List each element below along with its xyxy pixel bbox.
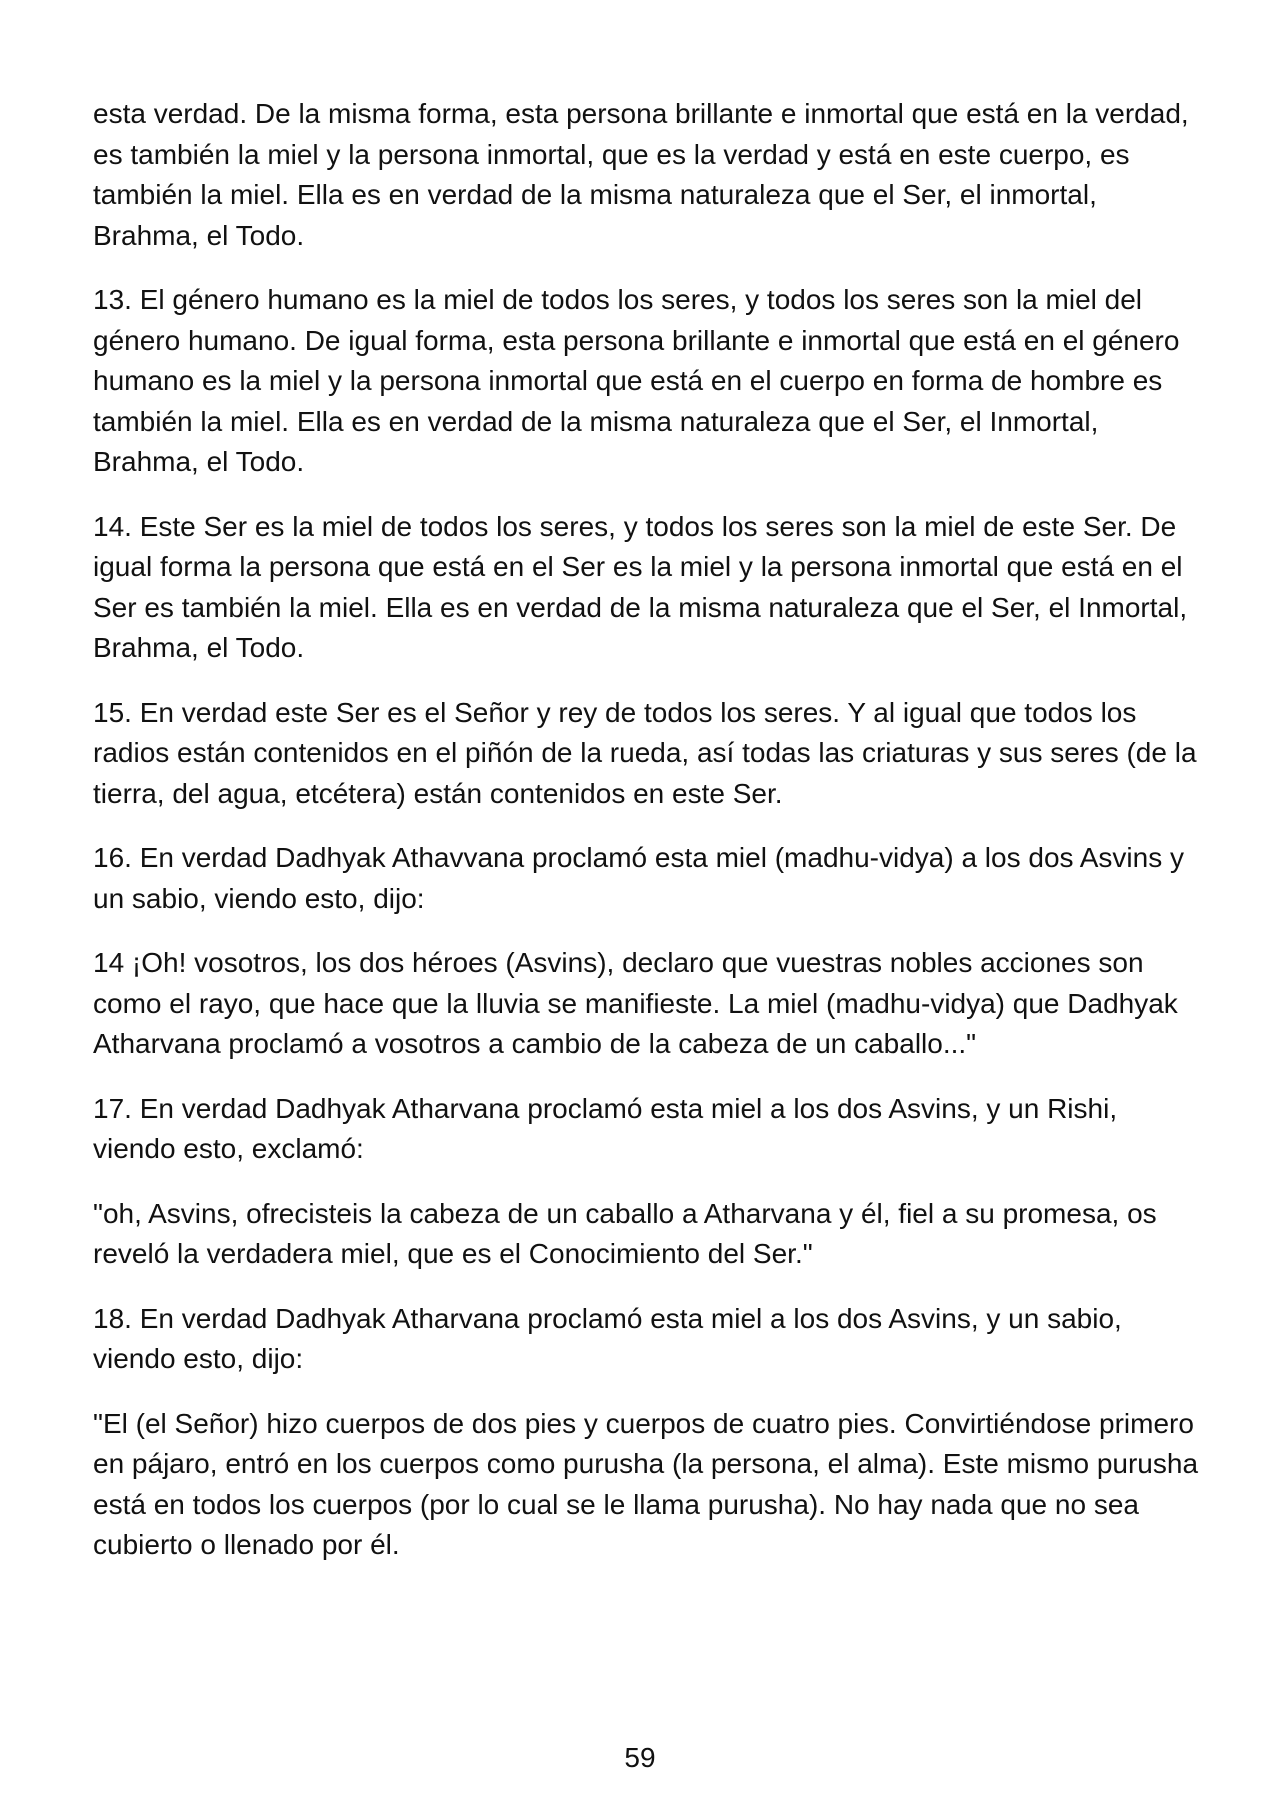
paragraph: 14. Este Ser es la miel de todos los seres, y todos los seres son la miel de este Ser. De igual forma la persona que está en el Ser es la miel y la persona inmortal que está en el Ser es también la miel. Ella es en verdad de la misma naturaleza que el Ser, el Inmortal, Brahma, el Todo. (93, 510, 1188, 663)
paragraph: 17. En verdad Dadhyak Atharvana proclamó esta miel a los dos Asvins, y un Rishi, viendo esto, exclamó: (93, 1092, 1118, 1164)
paragraph: "oh, Asvins, ofrecisteis la cabeza de un caballo a Atharvana y él, fiel a su promesa, os reveló la verdadera miel, que es el Conocimiento del Ser." (93, 1197, 1157, 1269)
paragraph: 18. En verdad Dadhyak Atharvana proclamó esta miel a los dos Asvins, y un sabio, viendo esto, dijo: (93, 1302, 1122, 1374)
paragraph: 14 ¡Oh! vosotros, los dos héroes (Asvins), declaro que vuestras nobles acciones son como el rayo, que hace que la lluvia se manifieste. La miel (madhu-vidya) que Dadhyak Atharvana proclamó a vosotros a cambio de la cabeza de un caballo..." (93, 947, 1178, 1059)
page-number: 59 (624, 1742, 656, 1773)
paragraph: "El (el Señor) hizo cuerpos de dos pies y cuerpos de cuatro pies. Convirtiéndose primero en pájaro, entró en los cuerpos como purusha (la persona, el alma). Este mismo purusha está en todos los cuerpos (por lo cual se le llama purusha). No hay nada que no sea cubierto o llenado por él. (93, 1407, 1199, 1560)
body-text (93, 94, 1203, 1590)
paragraph: esta verdad. De la misma forma, esta persona brillante e inmortal que está en la verdad, es también la miel y la persona inmortal, que es la verdad y está en este cuerpo, es también la miel. Ella es en verdad de la misma naturaleza que el Ser, el inmortal, Brahma, el Todo. (93, 98, 1189, 251)
paragraph: 16. En verdad Dadhyak Athavvana proclamó esta miel (madhu-vidya) a los dos Asvins y un sabio, viendo esto, dijo: (93, 842, 1185, 914)
paragraph: 15. En verdad este Ser es el Señor y rey de todos los seres. Y al igual que todos los radios están contenidos en el piñón de la rueda, así todas las criaturas y sus seres (de la tierra, del agua, etcétera) están contenidos en este Ser. (93, 696, 1197, 809)
paragraph: 13. El género humano es la miel de todos los seres, y todos los seres son la miel del género humano. De igual forma, esta persona brillante e inmortal que está en el género humano es la miel y la persona inmortal que está en el cuerpo en forma de hombre es también la miel. Ella es en verdad de la misma naturaleza que el Ser, el Inmortal, Brahma, el Todo. (93, 284, 1180, 477)
